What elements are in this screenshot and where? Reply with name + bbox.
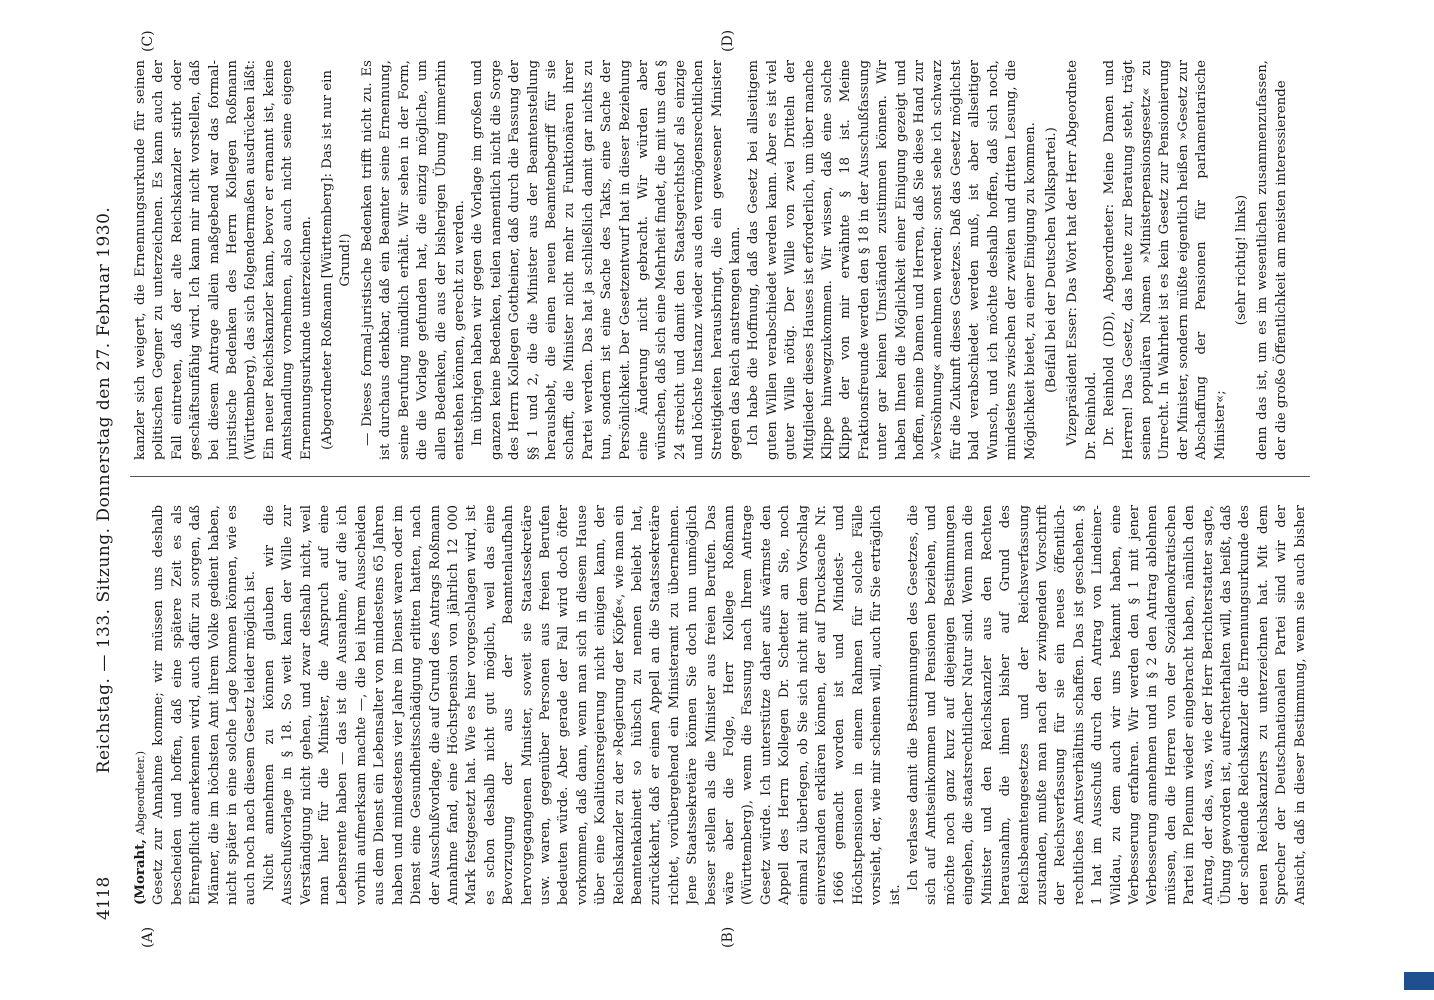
page-header (90, 60, 120, 920)
margin-marker-d: (D) (720, 29, 736, 52)
dfg-logo (1404, 972, 1434, 990)
paragraph: Gesetz zur Annahme komme; wir müssen uns deshalb bescheiden und hoffen, daß eine spätere Zeit es als Ehrenpflicht anerkennen wird, auch dafür zu sorgen, daß Männer, die im höchsten Amt ihrem Volke gedient haben, nicht später in eine solche Lage kommen können, wie es auch noch nach diesem Gesetz leider möglich ist. (151, 505, 259, 905)
right-column (132, 60, 1312, 460)
left-column (132, 505, 1312, 905)
paragraph: Ich verlasse damit die Bestimmungen des Gesetzes, die sich auf Amtseinkommen und Pensionen beziehen, und möchte noch ganz kurz auf diejenigen Bestimmungen eingehen, die staatsrechtlicher Natur sind. Wenn man die Minister und den Reichskanzler aus den Rechten herausnahm, die ihnen bisher auf Grund des Reichsbeamtengesetzes und der Reichsverfassung zustanden, mußte man nach der zwingenden Vorschrift der Reichsverfassung für sie ein neues öffentlich-rechtliches Amtsverhältnis schaffen. Das ist geschehen. § 1 hat im Ausschuß durch den Antrag von Lindeiner-Wildau, zu dem auch wir uns bekannt haben, eine Verbesserung erfahren. Wir werden den § 1 mit jener Verbesserung annehmen und in § 2 den Antrag ablehnen müssen, den die Herren von der Sozialdemokratischen Partei im Plenum wieder eingebracht haben, nämlich den Antrag, der das, was, wie der Herr Berichterstatter sagte, Übung geworden ist, aufrechterhalten will, das heißt, daß der scheidende Reichskanzler die Ernennungsurkunde des neuen Reichskanzlers zu unterzeichnen hat. Mit dem Sprecher der Deutschnationalen Partei sind wir der Ansicht, daß in dieser Bestimmung, wenn sie auch bisher (906, 505, 1308, 905)
paragraph: Dr. Reinhold (DD), Abgeordneter: Meine Damen und Herren! Das Gesetz, das heute zur Beratung steht, trägt seinen populären Namen »Ministerpensionsgesetz« zu Unrecht. In Wahrheit ist es kein Gesetz zur Pensionierung der Minister, sondern müßte eigentlich heißen »Gesetz zur Abschaffung der Pensionen für parlamentarische Minister«; (1102, 60, 1228, 460)
margin-marker-b: (B) (720, 926, 736, 948)
vice-president-line: Vizepräsident Esser: Das Wort hat der Herr Abgeordnete Dr. Reinhold. (1065, 60, 1099, 460)
speaker-line (132, 505, 150, 905)
digitization-credit (1412, 10, 1430, 990)
paragraph: Nicht annehmen zu können glauben wir die Ausschußvorlage in § 18. So weit kann der Wille zur Verständigung nicht gehen, und zwar deshalb nicht, weil man hier für die Minister, die Anspruch auf eine Lebensrente haben — das ist die Ausnahme, auf die ich vorhin aufmerksam machte —, die bei ihrem Ausscheiden aus dem Dienst ein Lebensalter von mindestens 65 Jahren haben und mindestens vier Jahre im Dienst waren oder im Dienst eine Gesundheitsschädigung erlitten hatten, nach der Ausschußvorlage, die auf Grund des Antrags Roßmann Annahme fand, eine Höchstpension von jährlich 12 000 Mark festgesetzt hat. Wie es hier vorgeschlagen wird, ist es schon deshalb nicht gut möglich, weil das eine Bevorzugung der aus der Beamtenlaufbahn hervorgegangenen Minister, soweit sie Staatssekretäre usw. waren, gegenüber Personen aus freien Berufen bedeuten würde. Aber gerade der Fall wird doch öfter vorkommen, daß dann, wenn man sich in diesem Hause über eine Koalitionsregierung nicht einigen kann, der Reichskanzler zu der »Regierung der Köpfe«, wie man ein Beamtenkabinett so hübsch zu nennen beliebt hat, zurückkehrt, daß er einen Appell an die Staatssekretäre richtet, vorübergehend ein Ministeramt zu übernehmen. Jene Staatssekretäre können Sie doch nun unmöglich besser stellen als die Minister aus freien Berufen. Das wäre aber die Folge, Herr Kollege Roßmann (Württemberg), wenn die Fassung nach Ihrem Antrage Gesetz würde. Ich unterstütze daher aufs wärmste den Appell des Herrn Kollegen Dr. Schetter an Sie, noch einmal zu überlegen, ob Sie sich nicht mit dem Vorschlag einverstanden erklären können, der auf Drucksache Nr. 1666 gemacht worden ist und Mindest- und Höchstpensionen in einem Rahmen für solche Fälle vorsieht, der, wie mir scheinen will, auch für Sie erträglich ist. (261, 505, 903, 905)
paragraph: Ich habe die Hoffnung, daß das Gesetz bei allseitigem guten Willen verabschiedet werden kann. Aber es ist viel guter Wille nötig. Der Wille von zwei Dritteln der Mitglieder dieses Hauses ist erforderlich, um über manche Klippe hinwegzukommen. Wir wissen, daß eine solche Klippe der von mir erwähnte § 18 ist. Meine Fraktionsfreunde werden den § 18 in der Ausschußfassung unter gar keinen Umständen zustimmen können. Wir haben Ihnen die Möglichkeit einer Einigung gezeigt und hoffen, meine Damen und Herren, daß Sie diese Hand zur »Versöhnung« annehmen werden; sonst sehe ich schwarz für die Zukunft dieses Gesetzes. Daß das Gesetz möglichst bald verabschiedet werden muß, ist aber allseitiger Wunsch, und ich möchte deshalb hoffen, daß sich noch, mindestens zwischen der zweiten und dritten Lesung, die Möglichkeit bietet, zu einer Einigung zu kommen. (746, 60, 1038, 460)
running-title: Reichstag. — 133. Sitzung. Donnerstag den 27. Februar 1930. (94, 206, 114, 774)
paragraph: Im übrigen haben wir gegen die Vorlage im großen und ganzen keine Bedenken, teilen namentlich nicht die Sorge des Herrn Kollegen Gottheiner, daß durch die Fassung der §§ 1 und 2, die die Minister aus der Beamtenstellung heraushebt, die einen neuen Beamtenbegriff für sie schafft, die Minister nicht mehr zu Funktionären ihrer Partei werden. Das hat ja schließlich damit gar nichts zu tun, sondern ist eine Sache des Takts, eine Sache der Persönlichkeit. Der Gesetzentwurf hat in dieser Beziehung eine Änderung nicht gebracht. Wir würden aber wünschen, daß sich eine Mehrheit findet, die mit uns den § 24 streicht und damit den Staatsgerichtshof als einzige und höchste Instanz wieder aus den vermögensrechtlichen Streitigkeiten herausbringt, die ein gewesener Minister gegen das Reich anstrengen kann. (470, 60, 743, 460)
paragraph: denn das ist, um es im wesentlichen zusammenzufassen, der die große Öffentlichkeit am meisten interessierende (1255, 60, 1289, 460)
column-divider (130, 476, 1310, 477)
margin-marker-c: (C) (140, 30, 156, 52)
speaker-name: (Moraht, (133, 839, 148, 905)
paragraph: kanzler sich weigert, die Ernennungsurkunde für seinen politischen Gegner zu unterzeichnen. Es kann auch der Fall eintreten, daß der alte Reichskanzler stirbt oder geschäftsunfähig wird. Ich kann mir nicht vorstellen, daß bei diesem Antrage allein maßgebend war das formal-juristische Bedenken des Herrn Kollegen Roßmann (Württemberg), das sich folgendermaßen ausdrücken läßt: Ein neuer Reichskanzler kann, bevor er ernannt ist, keine Amtshandlung vornehmen, also auch nicht seine eigene Ernennungsurkunde unterzeichnen. (133, 60, 314, 460)
paragraph: — Dieses formal-juristische Bedenken trifft nicht zu. Es ist durchaus denkbar, daß ein Beamter seine Ernennung, seine Berufung mündlich erhält. Wir sehen in der Form, die die Vorlage gefunden hat, die einzig mögliche, um allen Bedenken, die aus der bisherigen Übung immerhin entstehen können, gerecht zu werden. (359, 60, 467, 460)
applause-note: (Beifall bei der Deutschen Volkspartei.) (1043, 127, 1059, 393)
speaker-role: Abgeordneter.) (134, 750, 147, 835)
page-number: 4118 (94, 876, 114, 920)
margin-marker-a: (A) (140, 926, 156, 948)
interjection: (sehr richtig! links) (1233, 194, 1249, 326)
interjection: (Abgeordneter Roßmann [Württemberg]: Das ist nur ein Grund!) (320, 70, 354, 450)
